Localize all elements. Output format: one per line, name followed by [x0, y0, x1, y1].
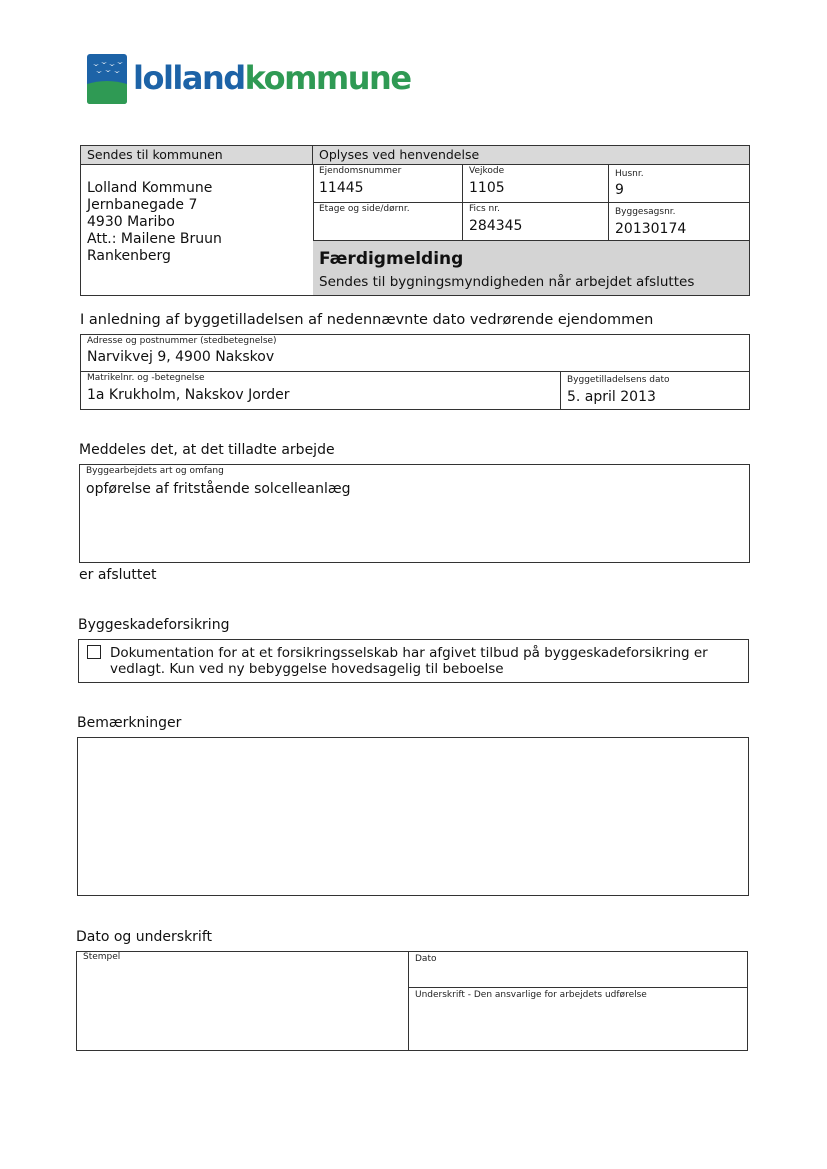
permit-date-label: Byggetilladelsens dato [567, 375, 670, 385]
insurance-checkbox[interactable] [87, 645, 101, 659]
insurance-text [110, 645, 708, 677]
recipient-line: Jernbanegade 7 [87, 197, 198, 213]
municipality-logo-icon [87, 54, 127, 104]
work-intro: Meddeles det, at det tilladte arbejde [79, 442, 335, 458]
vejkode-cell[interactable] [463, 165, 609, 203]
recipient-line: Rankenberg [87, 248, 171, 264]
ejendomsnummer-label: Ejendomsnummer [319, 166, 402, 176]
date-field[interactable] [408, 951, 748, 988]
work-completed-text: er afsluttet [79, 567, 157, 583]
address-label: Adresse og postnummer (stedbetegnelse) [87, 336, 277, 346]
work-type-field[interactable] [79, 464, 750, 563]
stamp-field[interactable] [76, 951, 409, 1051]
husnr-label: Husnr. [615, 169, 644, 179]
etage-cell[interactable] [313, 203, 463, 241]
form-title-panel [313, 241, 749, 295]
inquiry-header: Oplyses ved henvendelse [313, 146, 749, 165]
form-subtitle: Sendes til bygningsmyndigheden når arbejdet afsluttes [319, 274, 695, 290]
husnr-value: 9 [615, 182, 624, 198]
permit-date-value: 5. april 2013 [567, 389, 656, 405]
stamp-label: Stempel [83, 952, 121, 962]
byggesagsnr-cell[interactable] [609, 203, 750, 241]
vejkode-value: 1105 [469, 180, 505, 196]
vejkode-label: Vejkode [469, 166, 505, 176]
insurance-text-line: vedlagt. Kun ved ny bebyggelse hovedsagelig til beboelse [110, 661, 504, 677]
recipient-line: 4930 Maribo [87, 214, 175, 230]
work-type-value: opførelse af fritstående solcelleanlæg [86, 481, 351, 497]
logo-text-kommune: kommune [244, 59, 411, 97]
insurance-title: Byggeskadeforsikring [78, 617, 230, 633]
matrikel-value: 1a Krukholm, Nakskov Jorder [87, 387, 290, 403]
remarks-textarea[interactable] [77, 737, 749, 896]
ejendomsnummer-cell[interactable] [313, 165, 463, 203]
logo-text-lolland: lolland [133, 59, 245, 97]
address-field[interactable] [80, 334, 750, 372]
recipient-address [87, 180, 222, 265]
header-table [80, 145, 750, 296]
property-intro: I anledning af byggetilladelsen af nedennævnte dato vedrørende ejendommen [80, 312, 654, 328]
signature-field[interactable] [408, 987, 748, 1051]
form-title: Færdigmelding [319, 249, 464, 269]
permit-date-field[interactable] [560, 371, 750, 410]
signature-title: Dato og underskrift [76, 929, 212, 945]
send-to-header: Sendes til kommunen [81, 146, 313, 165]
matrikel-label: Matrikelnr. og -betegnelse [87, 373, 205, 383]
ejendomsnummer-value: 11445 [319, 180, 364, 196]
fics-cell[interactable] [463, 203, 609, 241]
matrikel-field[interactable] [80, 371, 561, 410]
recipient-line: Att.: Mailene Bruun [87, 231, 222, 247]
husnr-cell[interactable] [609, 165, 750, 203]
municipality-logo-text [133, 58, 411, 98]
address-value: Narvikvej 9, 4900 Nakskov [87, 349, 275, 365]
insurance-box [78, 639, 749, 683]
recipient-line: Lolland Kommune [87, 180, 213, 196]
etage-label: Etage og side/dørnr. [319, 204, 410, 214]
work-type-label: Byggearbejdets art og omfang [86, 466, 224, 476]
remarks-title: Bemærkninger [77, 715, 182, 731]
fics-label: Fics nr. [469, 204, 500, 214]
fics-value: 284345 [469, 218, 523, 234]
insurance-text-line: Dokumentation for at et forsikringsselskab har afgivet tilbud på byggeskadeforsikring er [110, 645, 708, 661]
date-label: Dato [415, 954, 437, 964]
signature-label: Underskrift - Den ansvarlige for arbejdets udførelse [415, 990, 647, 1000]
byggesagsnr-label: Byggesagsnr. [615, 207, 676, 217]
byggesagsnr-value: 20130174 [615, 221, 687, 237]
